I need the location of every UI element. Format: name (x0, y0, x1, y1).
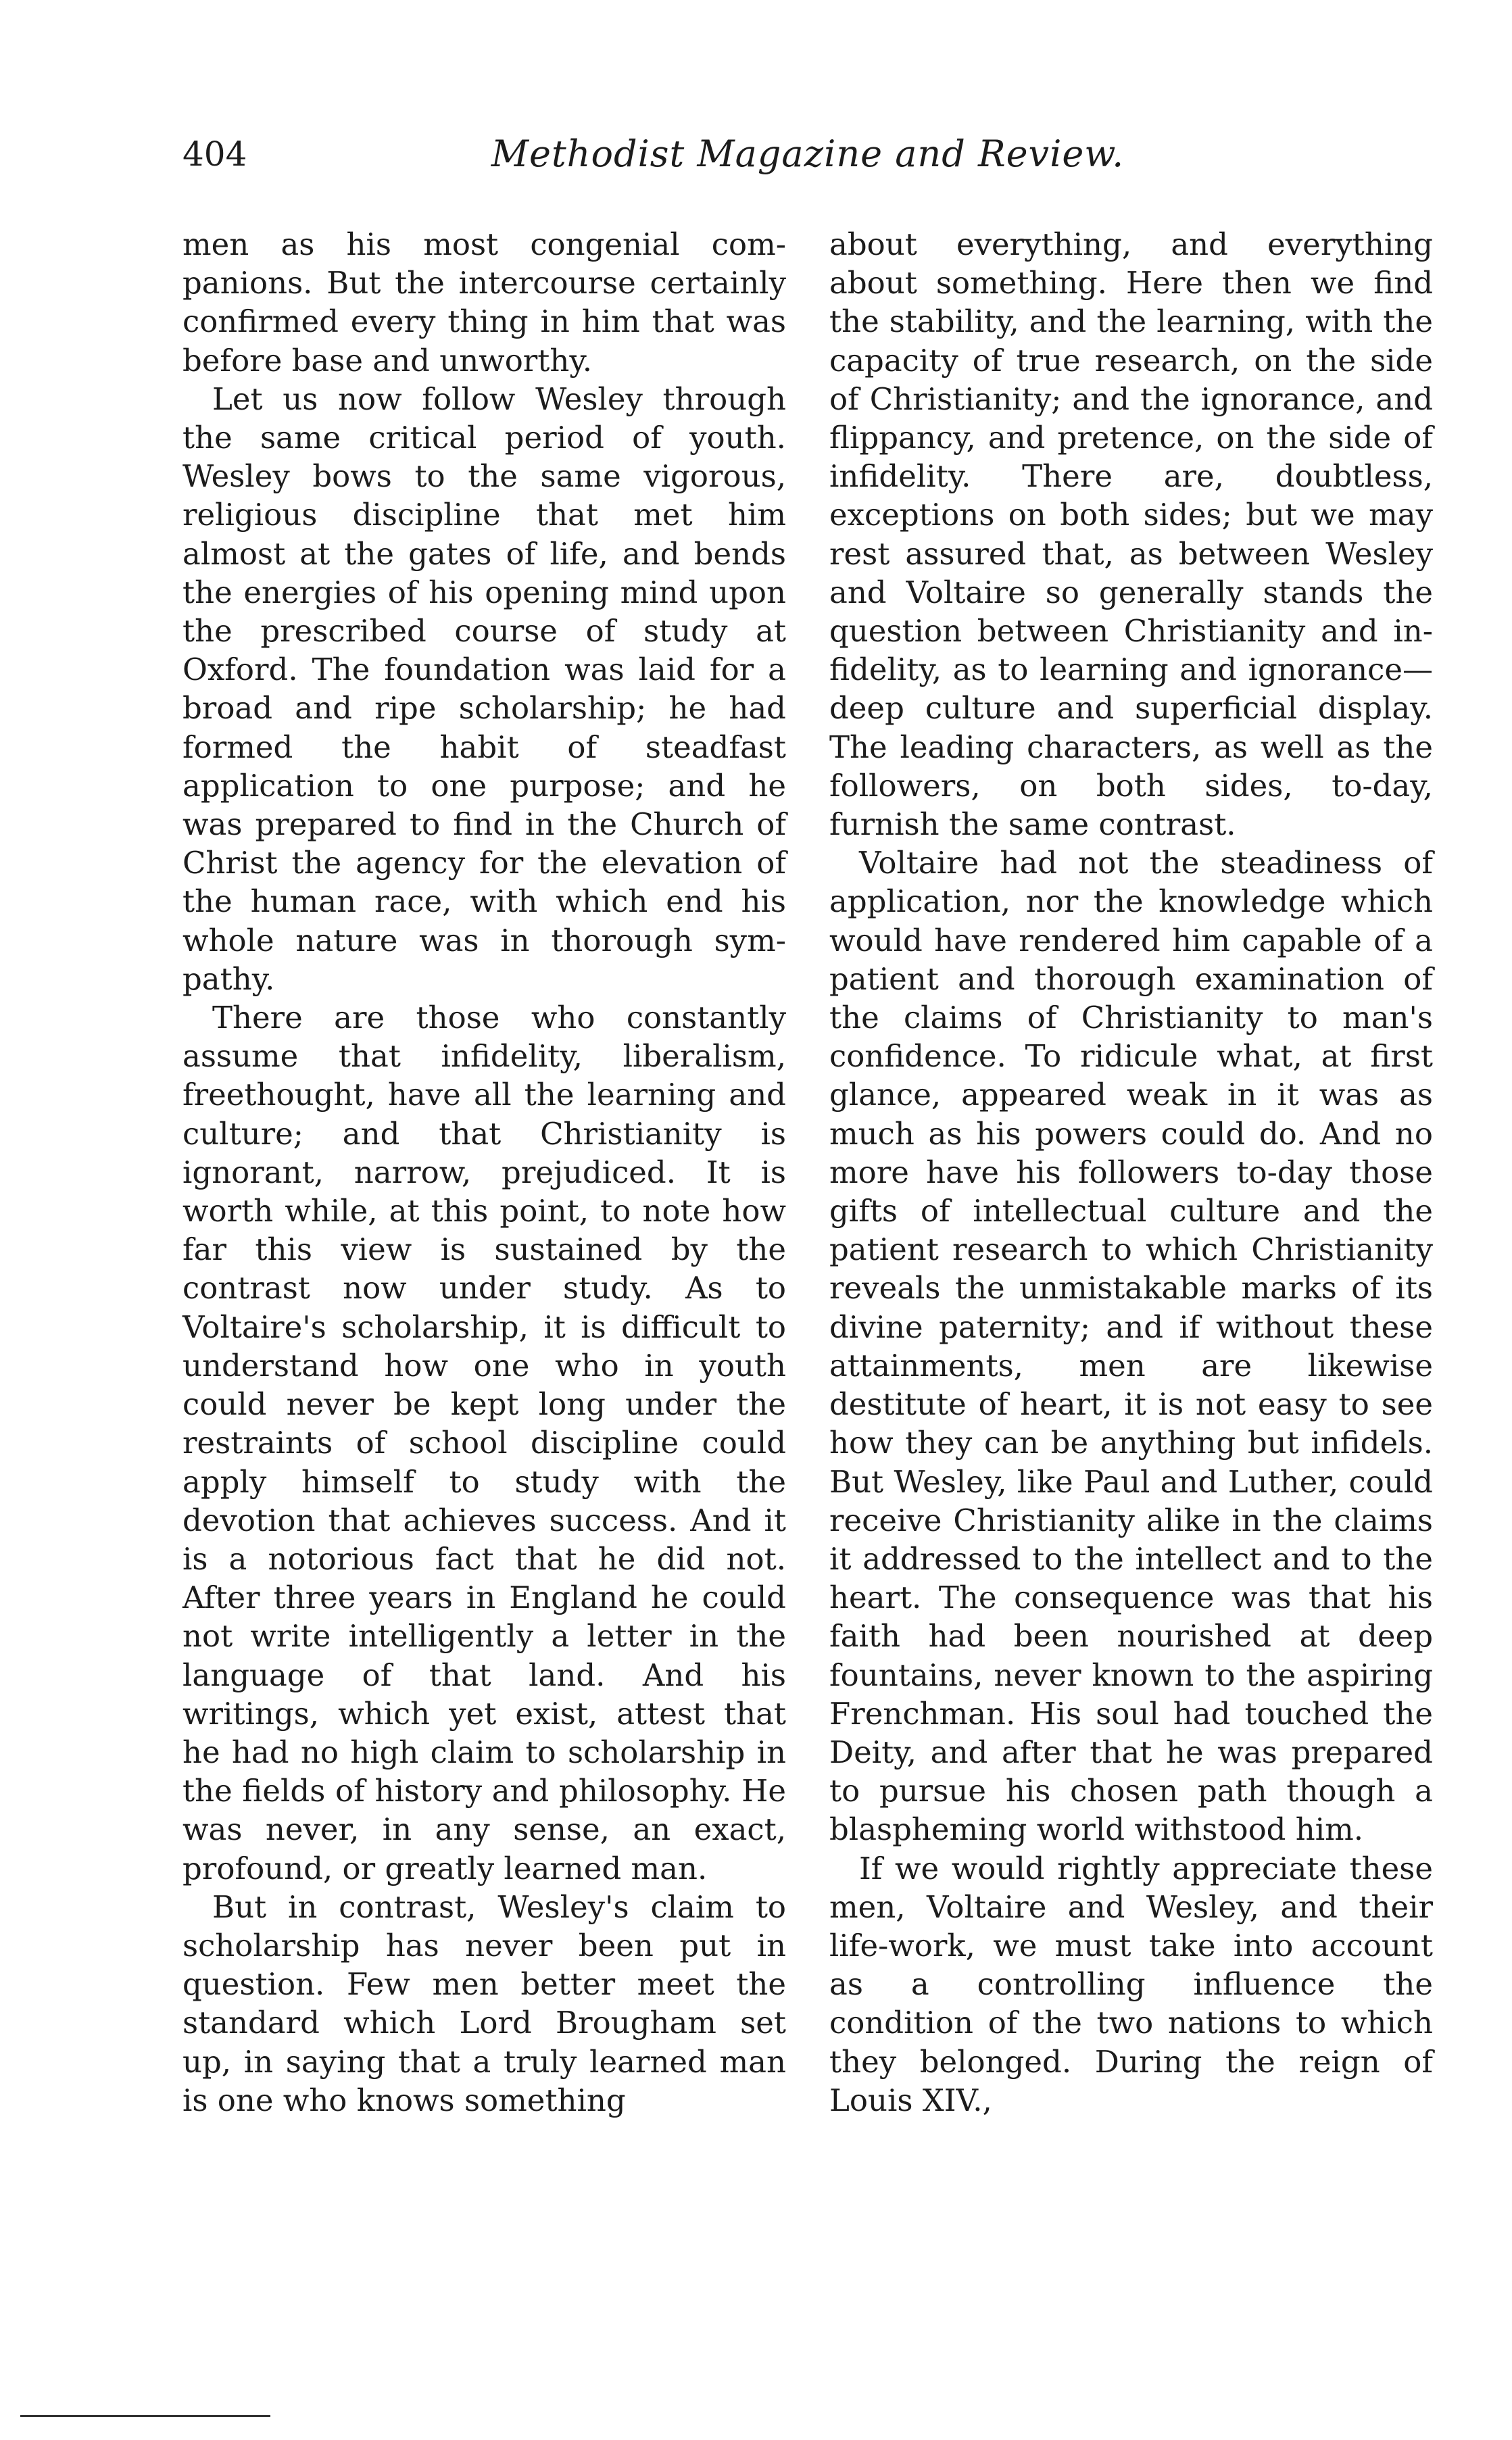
paragraph: Voltaire had not the steadiness of application, nor the knowledge which would have rendered him capable of a patient and thorough examination of the claims of Christianity to man's confidence. To ridicule what, at first glance, appeared weak in it was as much as his powers could do. And no more have his followers to-day those gifts of intellectual culture and the patient research to which Christianity reveals the unmistakable marks of its divine paternity; and if without these attainments, men are likewise destitute of heart, it is not easy to see how they can be anything but infidels. But Wesley, like Paul and Luther, could receive Christianity alike in the claims it addressed to the intellect and to the heart. The consequence was that his faith had been nourished at deep fountains, never known to the aspiring Frenchman. His soul had touched the Deity, and after that he was prepared to pursue his chosen path though a blaspheming world withstood him. (829, 845, 1433, 1848)
page-header (182, 134, 1433, 195)
paragraph: about everything, and everything about something. Here then we find the stability, and the learning, with the capacity of true research, on the side of Christianity; and the ignorance, and flippancy, and pretence, on the side of infidelity. There are, doubtless, exceptions on both sides; but we may rest assured that, as between Wesley and Voltaire so generally stands the question between Christianity and infidelity, as to learning and ignorance—deep culture and superficial display. The leading characters, as well as the followers, on both sides, to-day, furnish the same contrast. (829, 226, 1433, 843)
right-column (829, 225, 1433, 2120)
paragraph: men as his most congenial companions. But the intercourse certainly confirmed every thing in him that was before base and unworthy. (182, 226, 786, 379)
paragraph: Let us now follow Wesley through the same critical period of youth. Wesley bows to the same vigorous, religious discipline that met him almost at the gates of life, and bends the energies of his opening mind upon the prescribed course of study at Oxford. The foundation was laid for a broad and ripe scholarship; he had formed the habit of steadfast application to one purpose; and he was prepared to find in the Church of Christ the agency for the elevation of the human race, with which end his whole nature was in thorough sympathy. (182, 381, 786, 997)
left-column (182, 225, 786, 2120)
page-number: 404 (182, 135, 247, 174)
paragraph: If we would rightly appreciate these men, Voltaire and Wesley, and their life-work, we must take into account as a controlling influence the condition of the two nations to which they belonged. During the reign of Louis XIV., (829, 1850, 1433, 2118)
paragraph: But in contrast, Wesley's claim to scholarship has never been put in question. Few men better meet the standard which Lord Brougham set up, in saying that a truly learned man is one who knows something (182, 1888, 786, 2118)
footer-rule (20, 2415, 270, 2417)
running-title: Methodist Magazine and Review. (491, 132, 1125, 175)
paragraph: There are those who constantly assume that infidelity, liberalism, freethought, have all the learning and culture; and that Christianity is ignorant, narrow, prejudiced. It is worth while, at this point, to note how far this view is sustained by the contrast now under study. As to Voltaire's scholarship, it is difficult to understand how one who in youth could never be kept long under the restraints of school discipline could apply himself to study with the devotion that achieves success. And it is a notorious fact that he did not. After three years in England he could not write intelligently a letter in the language of that land. And his writings, which yet exist, attest that he had no high claim to scholarship in the fields of history and philosophy. He was never, in any sense, an exact, profound, or greatly learned man. (182, 1000, 786, 1886)
